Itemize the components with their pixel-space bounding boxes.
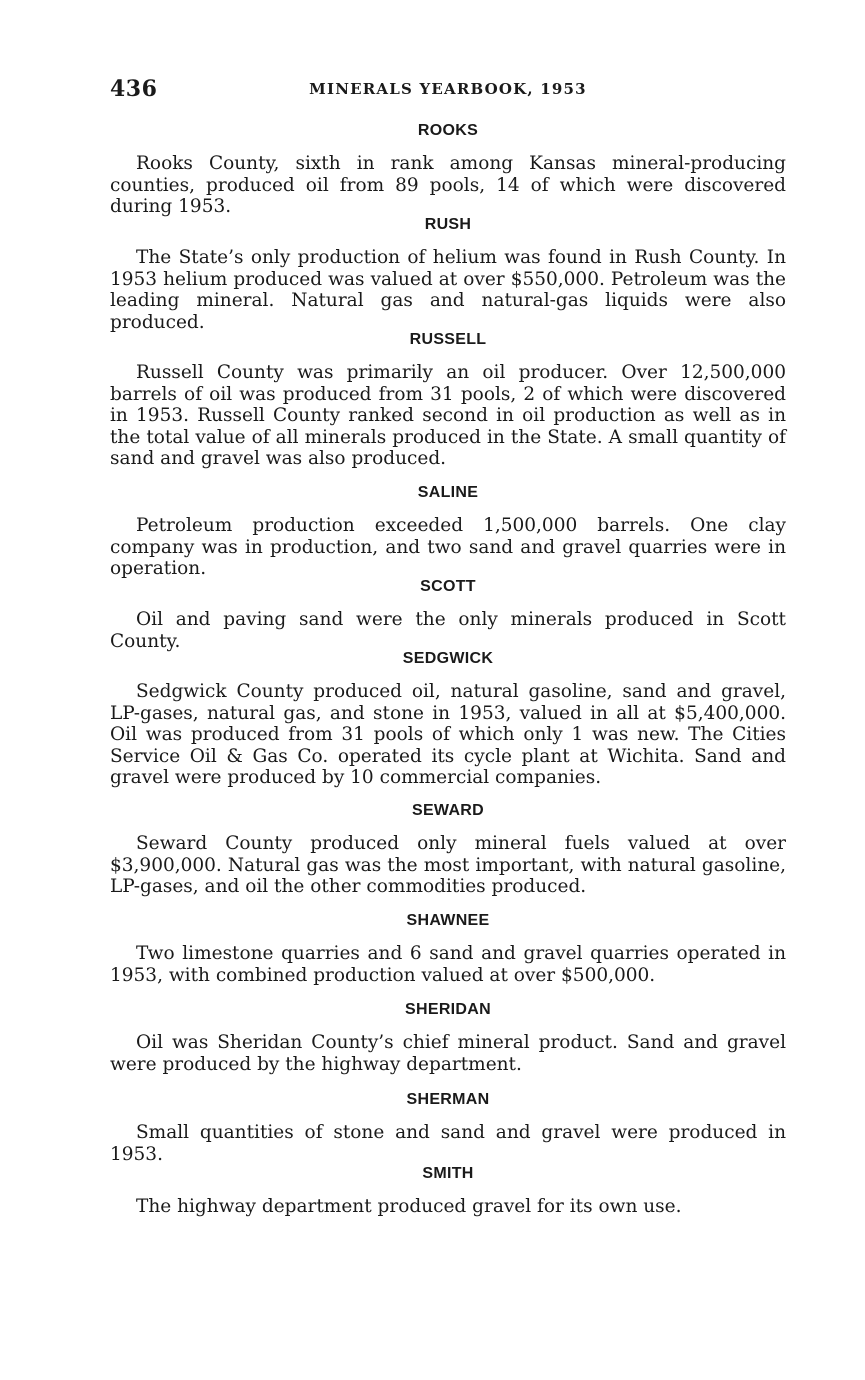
- section-shawnee: [110, 911, 786, 986]
- running-title: MINERALS YEARBOOK, 1953: [309, 80, 587, 98]
- section-body: Rooks County, sixth in rank among Kansas mineral-producing counties, produced oil from 89 pools, 14 of which were discovered during 1953.: [110, 153, 786, 217]
- section-heading: SHERIDAN: [405, 1001, 491, 1018]
- section-sheridan: [110, 1000, 786, 1075]
- section-heading: ROOKS: [417, 122, 479, 139]
- section-body: Sedgwick County produced oil, natural gasoline, sand and gravel, LP-gases, natural gas, and stone in 1953, valued in all at $5,400,000. Oil was produced from 31 pools of which only 1 was new. The Cities Service Oil & Gas Co. operated its cycle plant at Wichita. Sand and gravel were produced by 10 commercial companies.: [110, 681, 786, 788]
- section-heading: RUSSELL: [409, 331, 487, 348]
- section-seward: [110, 801, 786, 898]
- section-sherman: [110, 1090, 786, 1165]
- section-russell: [110, 330, 786, 470]
- section-heading: SALINE: [417, 484, 479, 501]
- section-heading: SHERMAN: [406, 1091, 490, 1108]
- section-body: Russell County was primarily an oil producer. Over 12,500,000 barrels of oil was produced from 31 pools, 2 of which were discovered in 1953. Russell County ranked second in oil production as well as in the total value of all minerals produced in the State. A small quantity of sand and gravel was also produced.: [110, 362, 786, 469]
- section-body: The highway department produced gravel for its own use.: [136, 1196, 682, 1217]
- section-heading: SCOTT: [420, 578, 476, 595]
- section-body: Petroleum production exceeded 1,500,000 barrels. One clay company was in production, and two sand and gravel quarries were in operation.: [110, 515, 786, 579]
- section-body: Oil was Sheridan County’s chief mineral product. Sand and gravel were produced by the highway department.: [110, 1032, 786, 1075]
- section-body: Small quantities of stone and sand and gravel were produced in 1953.: [110, 1122, 786, 1165]
- page-number: 436: [110, 76, 158, 102]
- section-heading: SEWARD: [411, 802, 485, 819]
- section-saline: [110, 483, 786, 580]
- section-rooks: [110, 121, 786, 218]
- running-head: [110, 76, 786, 104]
- section-heading: SEDGWICK: [402, 650, 494, 667]
- section-scott: [110, 577, 786, 652]
- section-body: The State’s only production of helium was found in Rush County. In 1953 helium produced was valued at over $550,000. Petroleum was the leading mineral. Natural gas and natural-gas liquids were also produced.: [110, 247, 786, 333]
- section-smith: [110, 1164, 786, 1218]
- section-body: Oil and paving sand were the only minerals produced in Scott County.: [110, 609, 786, 652]
- section-heading: SMITH: [422, 1165, 474, 1182]
- section-body: Seward County produced only mineral fuels valued at over $3,900,000. Natural gas was the most important, with natural gasoline, LP-gases, and oil the other commodities produced.: [110, 833, 786, 897]
- section-rush: [110, 215, 786, 333]
- section-body: Two limestone quarries and 6 sand and gravel quarries operated in 1953, with combined production valued at over $500,000.: [110, 943, 786, 986]
- section-heading: SHAWNEE: [406, 912, 490, 929]
- section-sedgwick: [110, 649, 786, 789]
- section-heading: RUSH: [424, 216, 472, 233]
